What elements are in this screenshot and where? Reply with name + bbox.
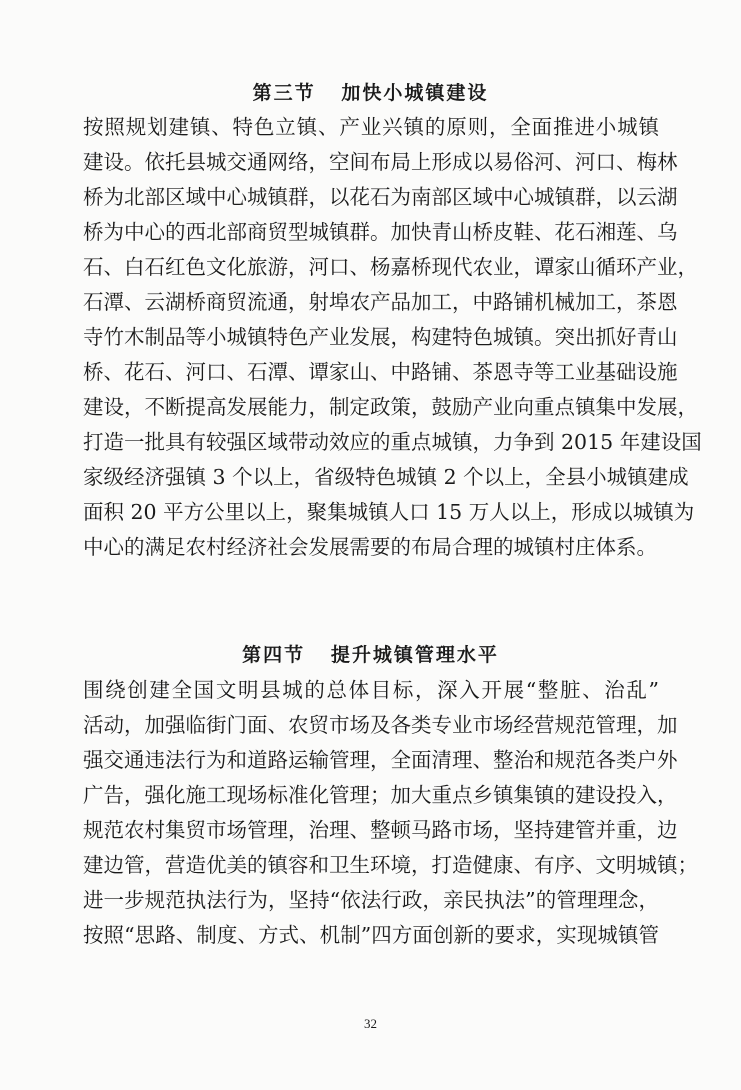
section-3-line: 按照规划建镇、特色立镇、产业兴镇的原则，全面推进小城镇: [83, 115, 659, 139]
section-3-line: 桥、花石、河口、石潭、谭家山、中路铺、茶恩寺等工业基础设施: [83, 360, 678, 384]
section-4-line: 建边管，营造优美的镇容和卫生环境，打造健康、有序、文明城镇；: [83, 853, 698, 877]
section-4-line: 强交通违法行为和道路运输管理，全面清理、整治和规范各类户外: [83, 748, 678, 772]
section-4-line: 广告，强化施工现场标准化管理；加大重点乡镇集镇的建设投入，: [83, 783, 678, 807]
section-3-line: 桥为北部区域中心城镇群，以花石为南部区域中心城镇群，以云湖: [83, 185, 678, 209]
section-3-line: 家级经济强镇 3 个以上，省级特色城镇 2 个以上，全县小城镇建成: [83, 465, 689, 489]
section-3-heading: 第三节 加快小城镇建设: [252, 82, 489, 104]
section-4-heading: 第四节 提升城镇管理水平: [242, 644, 499, 666]
section-3-line: 石潭、云湖桥商贸流通，射埠农产品加工，中路铺机械加工，茶恩: [83, 290, 678, 314]
section-3-line: 寺竹木制品等小城镇特色产业发展，构建特色城镇。突出抓好青山: [83, 325, 678, 349]
section-3-line: 建设，不断提高发展能力，制定政策，鼓励产业向重点镇集中发展，: [83, 395, 698, 419]
section-3-line: 石、白石红色文化旅游，河口、杨嘉桥现代农业，谭家山循环产业，: [83, 255, 698, 279]
section-3-line: 打造一批具有较强区域带动效应的重点城镇，力争到 2015 年建设国: [83, 430, 702, 454]
section-4-line: 规范农村集贸市场管理，治理、整顿马路市场，坚持建管并重，边: [83, 818, 678, 842]
section-4-line: 围绕创建全国文明县城的总体目标，深入开展“整脏、治乱”: [83, 678, 659, 702]
section-4-line: 进一步规范执法行为，坚持“依法行政，亲民执法”的管理理念，: [83, 888, 659, 912]
page-number: 32: [364, 1016, 377, 1031]
section-4-line: 按照“思路、制度、方式、机制”四方面创新的要求，实现城镇管: [83, 923, 659, 947]
section-3-line: 建设。依托县城交通网络，空间布局上形成以易俗河、河口、梅林: [83, 150, 678, 174]
section-3-line: 面积 20 平方公里以上，聚集城镇人口 15 万人以上，形成以城镇为: [83, 500, 695, 524]
section-3-line: 桥为中心的西北部商贸型城镇群。加快青山桥皮鞋、花石湘莲、乌: [83, 220, 678, 244]
section-3-line: 中心的满足农村经济社会发展需要的布局合理的城镇村庄体系。: [83, 535, 657, 559]
section-4-line: 活动，加强临街门面、农贸市场及各类专业市场经营规范管理，加: [83, 713, 678, 737]
